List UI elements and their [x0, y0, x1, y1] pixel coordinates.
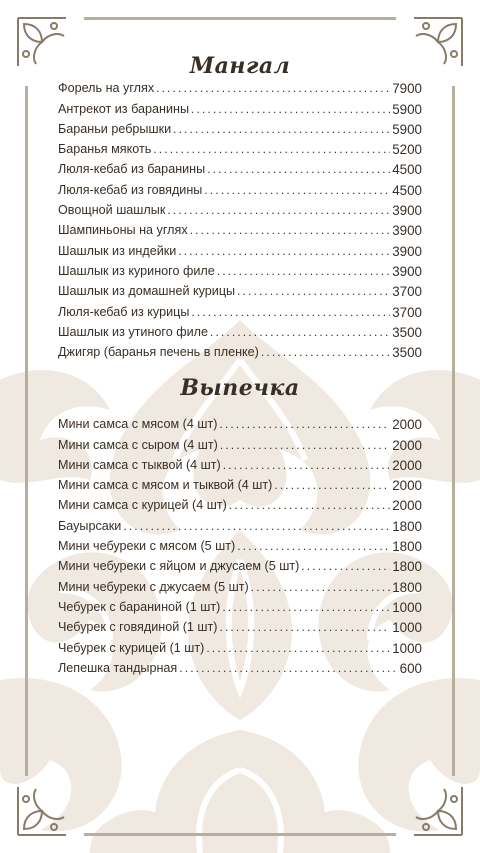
item-price: 2000 — [392, 498, 422, 514]
pastry-menu-list — [58, 412, 422, 676]
menu-item — [58, 615, 422, 635]
item-name: Люля-кебаб из баранины — [58, 162, 206, 177]
item-name: Чебурек с курицей (1 шт) — [58, 640, 205, 655]
item-price: 5900 — [392, 101, 422, 117]
dot-leader — [220, 438, 390, 453]
dot-leader — [204, 183, 390, 198]
item-price: 7900 — [392, 81, 422, 97]
menu-item — [58, 453, 422, 473]
item-price: 2000 — [392, 437, 422, 453]
item-price: 5900 — [392, 121, 422, 137]
item-name: Мини самса с мясом (4 шт) — [58, 417, 218, 432]
dot-leader — [229, 498, 390, 513]
dot-leader — [191, 102, 390, 117]
menu-item — [58, 238, 422, 258]
menu-item — [58, 595, 422, 615]
item-name: Шашлык из утиного филе — [58, 324, 208, 339]
item-price: 1000 — [392, 599, 422, 615]
dot-leader — [261, 345, 390, 360]
menu-item — [58, 534, 422, 554]
section-title-grill: Мангал — [189, 53, 291, 79]
item-name: Шашлык из домашней курицы — [58, 284, 236, 299]
item-price: 4500 — [392, 162, 422, 178]
item-name: Мини самса с сыром (4 шт) — [58, 437, 218, 452]
menu-item — [58, 198, 422, 218]
menu-item — [58, 279, 422, 299]
dot-leader — [237, 539, 390, 554]
menu-item — [58, 656, 422, 676]
item-price: 3700 — [392, 304, 422, 320]
menu-item — [58, 137, 422, 157]
frame-top-line — [84, 17, 396, 20]
menu-item — [58, 177, 422, 197]
item-name: Овощной шашлык — [58, 203, 166, 218]
dot-leader — [191, 305, 390, 320]
item-price: 1800 — [392, 559, 422, 575]
item-price: 3500 — [392, 324, 422, 340]
item-name: Мини чебуреки с джусаем (5 шт) — [58, 579, 249, 594]
dot-leader — [217, 264, 390, 279]
item-name: Люля-кебаб из курицы — [58, 304, 190, 319]
dot-leader — [210, 325, 390, 340]
grill-menu-list — [58, 76, 422, 360]
item-name: Шашлык из куриного филе — [58, 263, 215, 278]
menu-item — [58, 76, 422, 96]
dot-leader — [179, 661, 397, 676]
item-price: 1000 — [392, 640, 422, 656]
item-price: 4500 — [392, 182, 422, 198]
frame-bottom-line — [84, 833, 396, 836]
menu-item — [58, 635, 422, 655]
dot-leader — [153, 142, 390, 157]
menu-item — [58, 554, 422, 574]
item-name: Люля-кебаб из говядины — [58, 182, 203, 197]
dot-leader — [220, 620, 391, 635]
item-name: Чебурек с бараниной (1 шт) — [58, 599, 221, 614]
item-name: Антрекот из баранины — [58, 101, 190, 116]
menu-item — [58, 96, 422, 116]
item-price: 1800 — [392, 518, 422, 534]
item-price: 1000 — [392, 620, 422, 636]
item-price: 3500 — [392, 345, 422, 361]
item-price: 2000 — [392, 478, 422, 494]
item-price: 600 — [399, 660, 422, 676]
menu-item — [58, 340, 422, 360]
item-name: Мини самса с курицей (4 шт) — [58, 498, 227, 513]
dot-leader — [123, 519, 390, 534]
item-price: 3700 — [392, 284, 422, 300]
item-price: 3900 — [392, 203, 422, 219]
item-name: Джигяр (баранья печень в пленке) — [58, 345, 259, 360]
dot-leader — [207, 162, 390, 177]
dot-leader — [190, 223, 391, 238]
menu-item — [58, 574, 422, 594]
dot-leader — [223, 458, 390, 473]
item-name: Шашлык из индейки — [58, 243, 177, 258]
menu-item — [58, 157, 422, 177]
menu-item — [58, 432, 422, 452]
menu-item — [58, 320, 422, 340]
item-name: Бауырсаки — [58, 518, 122, 533]
menu-item — [58, 299, 422, 319]
menu-item — [58, 259, 422, 279]
corner-ornament-bottom-right — [410, 783, 466, 839]
item-name: Чебурек с говядиной (1 шт) — [58, 620, 218, 635]
menu-item — [58, 412, 422, 432]
item-name: Шампиньоны на углях — [58, 223, 188, 238]
corner-ornament-bottom-left — [14, 783, 70, 839]
dot-leader — [237, 284, 390, 299]
item-price: 1800 — [392, 579, 422, 595]
dot-leader — [251, 580, 391, 595]
item-price: 1800 — [392, 539, 422, 555]
dot-leader — [156, 81, 390, 96]
item-name: Баранья мякоть — [58, 142, 152, 157]
item-price: 3900 — [392, 263, 422, 279]
dot-leader — [274, 478, 390, 493]
menu-item — [58, 117, 422, 137]
item-name: Мини чебуреки с яйцом и джусаем (5 шт) — [58, 559, 300, 574]
item-price: 3900 — [392, 243, 422, 259]
menu-item — [58, 493, 422, 513]
dot-leader — [219, 417, 390, 432]
dot-leader — [301, 559, 390, 574]
dot-leader — [173, 122, 390, 137]
menu-item — [58, 218, 422, 238]
menu-item — [58, 473, 422, 493]
section-title-pastry: Выпечка — [180, 375, 300, 401]
dot-leader — [206, 641, 390, 656]
item-price: 3900 — [392, 223, 422, 239]
item-price: 2000 — [392, 417, 422, 433]
menu-item — [58, 513, 422, 533]
dot-leader — [167, 203, 390, 218]
dot-leader — [222, 600, 390, 615]
item-name: Лепешка тандырная — [58, 660, 178, 675]
frame-left-line — [25, 86, 28, 776]
dot-leader — [178, 244, 390, 259]
item-name: Мини чебуреки с мясом (5 шт) — [58, 539, 236, 554]
item-name: Мини самса с мясом и тыквой (4 шт) — [58, 478, 273, 493]
item-price: 5200 — [392, 142, 422, 158]
item-name: Мини самса с тыквой (4 шт) — [58, 457, 221, 472]
item-price: 2000 — [392, 457, 422, 473]
item-name: Бараньи ребрышки — [58, 121, 172, 136]
item-name: Форель на углях — [58, 81, 155, 96]
frame-right-line — [452, 86, 455, 776]
